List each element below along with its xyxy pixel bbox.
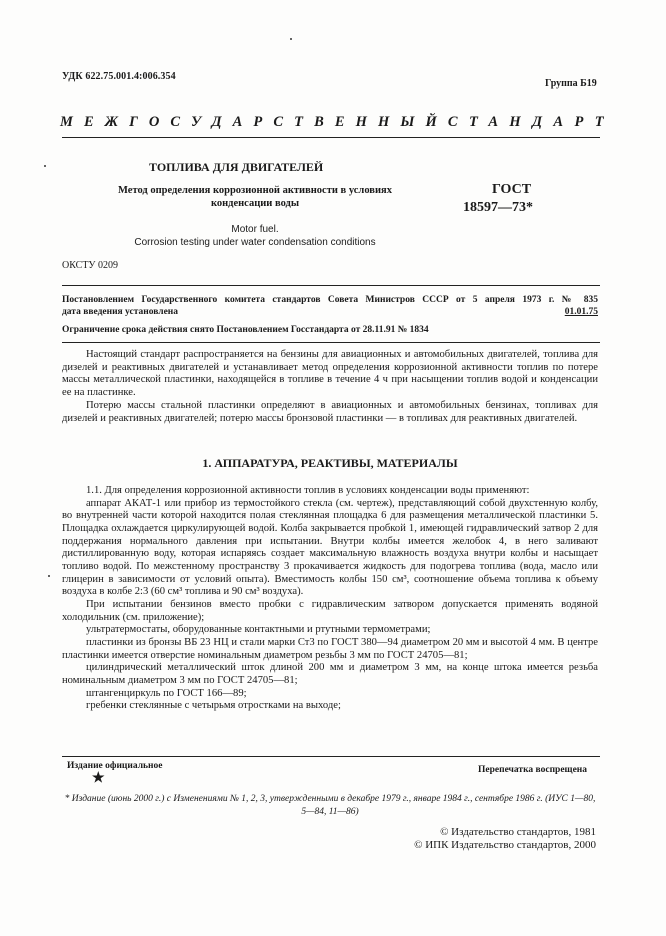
- limitation-note: Ограничение срока действия снято Постановлением Госстандарта от 28.11.91 № 1834: [62, 325, 429, 335]
- section-paragraph: При испытании бензинов вместо пробки с гидравлическим затвором допускается применять водяной холодильник (см. приложение);: [62, 598, 598, 623]
- section-paragraph: гребенки стеклянные с четырьмя отростками на выходе;: [86, 700, 341, 712]
- introduction-date: 01.01.75: [564, 307, 598, 317]
- udk-code: УДК 622.75.001.4:006.354: [62, 71, 176, 82]
- section-paragraph: цилиндрический металлический шток длиной 200 мм и диаметром 3 мм, на конце штока имеется резьба номинальным диаметром 3 мм по ГОСТ 24705—81;: [62, 662, 598, 686]
- intro-text: [62, 349, 598, 425]
- copyright-block: [380, 826, 596, 852]
- footer-rule: [62, 756, 600, 757]
- oksty-code: ОКСТУ 0209: [62, 260, 119, 271]
- section-paragraph: 1.1. Для определения коррозионной активности топлив в условиях конденсации воды применяют:: [86, 485, 530, 496]
- star-icon: ★: [92, 771, 105, 786]
- document-subtitle: Метод определения коррозионной активности в условиях конденсации воды: [118, 185, 392, 209]
- decree-block: [62, 294, 598, 318]
- english-title: [110, 223, 400, 249]
- introduction-date-label: дата введения установлена: [62, 307, 179, 317]
- standard-banner: [60, 114, 615, 131]
- gost-label: ГОСТ: [492, 182, 532, 197]
- introduction-date-row: [62, 306, 598, 318]
- document-title: ТОПЛИВА ДЛЯ ДВИГАТЕЛЕЙ: [149, 160, 324, 174]
- section-paragraph: ультратермостаты, оборудованные контактными и ртутными термометрами;: [86, 624, 431, 636]
- banner-word-interstate: МЕЖГОСУДАРСТВЕННЫЙ: [60, 114, 448, 130]
- section-paragraph: штангенциркуль по ГОСТ 166—89;: [86, 687, 247, 699]
- group-code: Группа Б19: [545, 78, 597, 89]
- intro-paragraph: Потерю массы стальной пластинки определяют в авиационных и автомобильных бензинах, топливах для дизелей и реактивных двигателей; потерю массы бронзовой пластинки — в топливах для реактивных двигателей.: [62, 399, 598, 424]
- edition-note: * Издание (июнь 2000 г.) с Изменениями № 1, 2, 3, утвержденными в декабре 1979 г., январе 1984 г., сентябре 1986 г. (ИУС 1—80, 5—84, 11—86): [64, 794, 596, 817]
- decree-line: Постановлением Государственного комитета стандартов Совета Министров СССР от 5 апреля 1973 г. № 835: [62, 295, 598, 305]
- copyright-line: © Издательство стандартов, 1981: [440, 826, 596, 838]
- banner-word-standard: СТАНДАРТ: [447, 114, 615, 130]
- scan-speck: [290, 38, 292, 40]
- decree-rule: [62, 285, 600, 286]
- section-paragraph: пластинки из бронзы ВБ 23 НЦ и стали марки Ст3 по ГОСТ 380—94 диаметром 20 мм и высотой 4 мм. В центре пластинки имеется отверстие номинальным диаметром резьбы 3 мм по ГОСТ 24705—81;: [62, 636, 598, 661]
- intro-paragraph: Настоящий стандарт распространяется на бензины для авиационных и автомобильных двигателей, топлива для дизелей и реактивных двигателей и устанавливает метод определения коррозионной активности топлив по потере массы металлической пластинки, находящейся в топливе в течение 4 ч при насыщении топлив водой и конденсации ее на пластинке.: [62, 349, 598, 399]
- section-paragraph: аппарат АКАТ-1 или прибор из термостойкого стекла (см. чертеж), представляющий собой двухстенную колбу, во внутренней части которой находится полая стеклянная площадка 6 для размещения металлической пластинки 5. Площадка охлаждается циркулирующей водой. Колба закрывается пробкой 1, имеющей гидравлический затвор 2 для поддержания нормального давления при испытании. Внутри колбы имеется желобок 4, в него заливают дистиллированную воду, которая испаряясь создает максимальную влажность воздуха внутри колбы и насыщает топливо водой. По межстенному пространству 3 прокачивается жидкость для подогрева топлива (вода, масло или глицерин в зависимости от условий опыта). Вместимость колбы 150 см³, соотношение объема топлива к объему воздуха в колбе 2:3 (60 см³ топлива и 90 см³ воздуха).: [62, 497, 598, 598]
- english-title-line2: Corrosion testing under water condensation conditions: [134, 237, 376, 248]
- section-body: [62, 485, 598, 713]
- official-edition-label: Издание официальное: [67, 761, 163, 771]
- scan-speck: [44, 165, 46, 167]
- top-rule: [62, 137, 600, 138]
- gost-number: 18597—73*: [463, 200, 533, 215]
- limitation-rule: [62, 342, 600, 343]
- section-heading: 1. АППАРАТУРА, РЕАКТИВЫ, МАТЕРИАЛЫ: [202, 456, 458, 470]
- reprint-prohibited-label: Перепечатка воспрещена: [478, 765, 588, 775]
- copyright-line: © ИПК Издательство стандартов, 2000: [414, 839, 596, 851]
- scan-speck: [48, 575, 50, 577]
- english-title-line1: Motor fuel.: [231, 224, 279, 235]
